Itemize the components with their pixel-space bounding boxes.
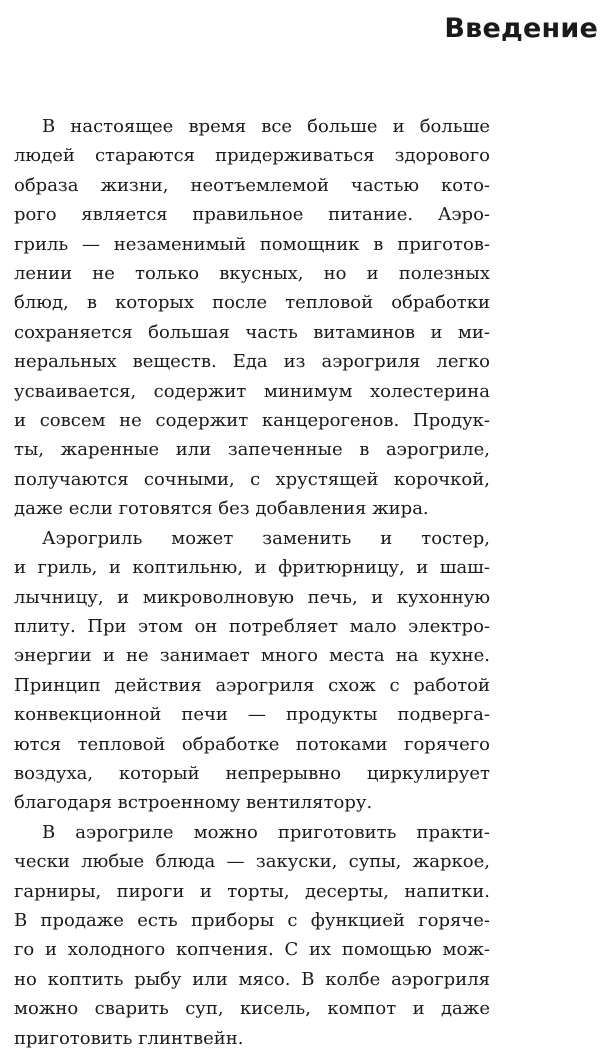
text-line: людей стараются придерживаться здорового [14,145,490,167]
text-line: чески любые блюда — закуски, супы, жаркое, [14,851,490,873]
text-line: образа жизни, неотъемлемой частью кото- [14,174,490,196]
text-line: ются тепловой обработке потоками горячего [14,733,490,755]
text-line: и совсем не содержит канцерогенов. Продук- [14,410,490,432]
text-line: го и холодного копчения. С их помощью мож- [14,939,490,961]
body-text [14,112,490,1053]
text-line: Принцип действия аэрогриля схож с работой [14,674,490,696]
text-line: воздуха, который непрерывно циркулирует [14,762,490,784]
text-line: энергии и не занимает много места на кухне. [14,645,490,667]
text-line: блюд, в которых после тепловой обработки [14,292,490,314]
text-line: В аэрогриле можно приготовить практи- [42,821,490,843]
text-line: В настоящее время все больше и больше [42,116,490,137]
text-line: и гриль, и коптильню, и фритюрницу, и шаш- [14,557,490,579]
text-line: даже если готовятся без добавления жира. [14,498,429,520]
text-line: благодаря встроенному вентилятору. [14,792,373,814]
text-line: неральных веществ. Еда из аэрогриля легко [14,351,490,373]
text-line: лении не только вкусных, но и полезных [14,263,490,285]
text-line: Аэрогриль может заменить и тостер, [42,527,490,549]
text-line: рого является правильное питание. Аэро- [14,204,490,226]
text-line: лычницу, и микроволновую печь, и кухонную [14,586,490,608]
chapter-title: Введение [444,13,598,44]
paragraph-1 [14,112,490,524]
text-line: но коптить рыбу или мясо. В колбе аэрогриля [14,968,490,990]
text-line: гарниры, пироги и торты, десерты, напитки. [14,880,490,902]
paragraph-2 [14,524,490,818]
text-line: гриль — незаменимый помощник в приготов- [14,233,490,255]
text-line: усваивается, содержит минимум холестерина [14,380,490,402]
text-line: ты, жаренные или запеченные в аэрогриле, [14,439,490,461]
text-line: приготовить глинтвейн. [14,1027,244,1049]
text-line: сохраняется большая часть витаминов и ми- [14,321,490,343]
text-line: конвекционной печи — продукты подверга- [14,704,490,726]
text-line: можно сварить суп, кисель, компот и даже [14,998,490,1020]
text-line: плиту. При этом он потребляет мало электро- [14,615,490,637]
paragraph-3 [14,818,490,1053]
text-line: В продаже есть приборы с функцией горяче- [14,909,490,931]
text-line: получаются сочными, с хрустящей корочкой, [14,468,490,490]
